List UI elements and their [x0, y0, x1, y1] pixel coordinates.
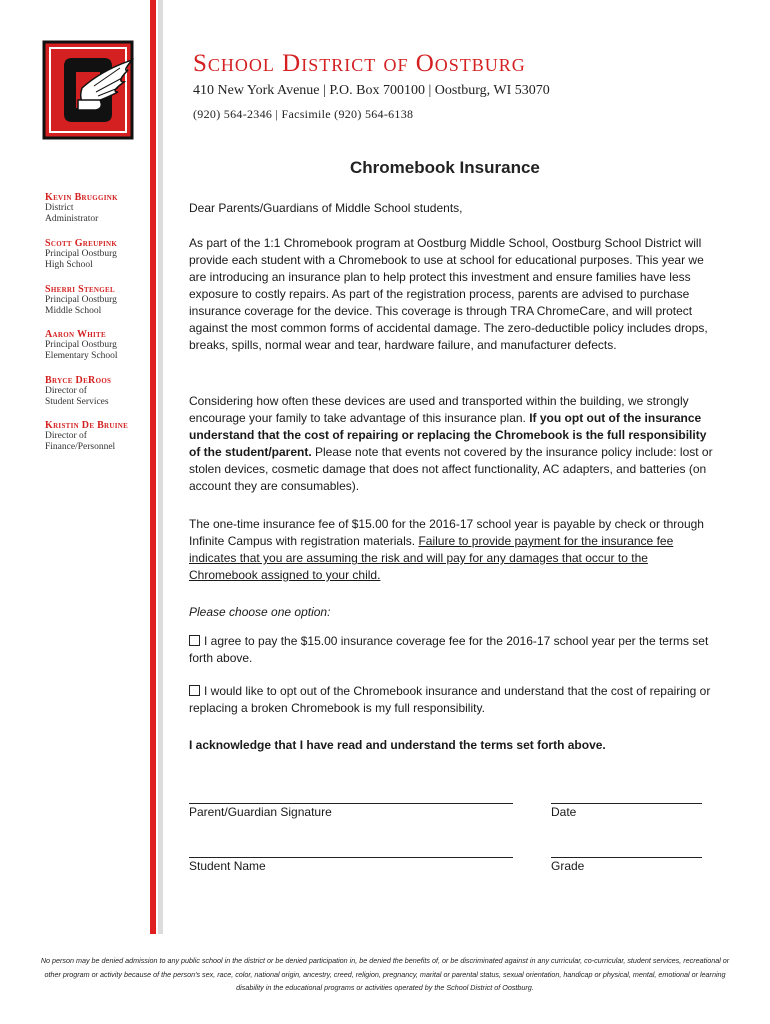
checkbox-agree[interactable] — [189, 635, 200, 646]
date-label: Date — [551, 805, 577, 819]
document-title: Chromebook Insurance — [350, 158, 540, 177]
paragraph-fee — [189, 516, 717, 584]
staff-title: Principal Oostburg — [45, 249, 117, 259]
staff-title: Elementary School — [45, 351, 118, 361]
staff-entry — [45, 421, 145, 453]
staff-name: Scott Greupink — [45, 238, 118, 249]
staff-entry — [45, 193, 145, 225]
grade-line[interactable] — [551, 857, 702, 858]
district-logo-icon — [42, 40, 134, 140]
option-agree[interactable] — [189, 633, 717, 667]
paragraph-program: As part of the 1:1 Chromebook program at Oostburg Middle School, Oostburg School District will provide each student with a Chromebook to use at school for educational purposes. This year we are introducing an insurance plan to help protect this investment and ensure families have less exposure to costly repairs. As part of the registration process, parents are advised to purchase insurance coverage for the device. This coverage is through TRA ChromeCare, and will protect against the most common forms of accidental damage. The zero-deductible policy includes drops, breaks, spills, normal wear and tear, hardware failure, and manufacturer defects. — [189, 236, 708, 352]
staff-title: Middle School — [45, 306, 102, 316]
student-name-label: Student Name — [189, 859, 266, 873]
staff-title: Director of — [45, 431, 87, 441]
staff-title: District — [45, 203, 74, 213]
grade-label: Grade — [551, 859, 585, 873]
checkbox-opt-out[interactable] — [189, 685, 200, 696]
staff-name: Kevin Bruggink — [45, 192, 118, 203]
parent-signature-label: Parent/Guardian Signature — [189, 805, 332, 819]
staff-title: Director of — [45, 386, 87, 396]
student-name-line[interactable] — [189, 857, 513, 858]
option-opt-out[interactable] — [189, 683, 717, 717]
date-line[interactable] — [551, 803, 702, 804]
acknowledgement: I acknowledge that I have read and understand the terms set forth above. — [189, 738, 606, 752]
district-address: 410 New York Avenue | P.O. Box 700100 | Oostburg, WI 53070 — [193, 83, 550, 98]
non-discrimination-footer: No person may be denied admission to any public school in the district or be denied participation in, be denied the benefits of, or be discriminated against in any curricular, co-curricular, student services, recreational or other program or activity because of the person's sex, race, color, national origin, ancestry, creed, religion, pregnancy, marital or parental status, sexual orientation, handicap or physical, mental, emotional or learning disability in the educational programs or activities operated by the School District of Oostburg. — [40, 956, 730, 992]
staff-title: Administrator — [45, 214, 99, 224]
staff-title: Finance/Personnel — [45, 442, 116, 452]
option-agree-label: I agree to pay the $15.00 insurance coverage fee for the 2016-17 school year per the terms set forth above. — [189, 634, 709, 665]
gray-vertical-rule — [158, 0, 163, 934]
staff-name: Bryce DeRoos — [45, 375, 112, 386]
paragraph-text: Please note that events not covered by the insurance policy include: lost or stolen devices, cosmetic damage that does not affect functionality, AC adapters, and batteries (on account they are consumables). — [189, 445, 713, 493]
staff-title: Principal Oostburg — [45, 340, 117, 350]
staff-name: Sherri Stengel — [45, 284, 115, 295]
staff-title: Principal Oostburg — [45, 295, 117, 305]
bold-warning: If you opt out of the insurance understand that the cost of repairing or replacing the Chromebook is the full responsibility of the student/parent. — [189, 411, 707, 459]
staff-entry — [45, 285, 145, 317]
parent-signature-line[interactable] — [189, 803, 513, 804]
staff-entry — [45, 330, 145, 362]
paragraph-text: Considering how often these devices are used and transported within the building, we strongly encourage your family to take advantage of this insurance plan. — [189, 394, 689, 425]
red-vertical-rule — [150, 0, 156, 934]
staff-name: Kristin De Bruine — [45, 420, 129, 431]
option-opt-out-label: I would like to opt out of the Chromebook insurance and understand that the cost of repairing or replacing a broken Chromebook is my full responsibility. — [189, 684, 711, 715]
paragraph-opt-out — [189, 393, 717, 495]
staff-title: Student Services — [45, 397, 109, 407]
staff-entry — [45, 376, 145, 408]
greeting: Dear Parents/Guardians of Middle School students, — [189, 201, 463, 215]
choose-option-label: Please choose one option: — [189, 605, 331, 619]
district-phone: (920) 564-2346 | Facsimile (920) 564-6138 — [193, 107, 414, 121]
staff-entry — [45, 239, 145, 271]
staff-title: High School — [45, 260, 93, 270]
paragraph-text: The one-time insurance fee of $15.00 for the 2016-17 school year is payable by check or through Infinite Campus with registration materials. — [189, 517, 704, 548]
underlined-warning: Failure to provide payment for the insurance fee indicates that you are assuming the risk and will pay for any damages that occur to the Chromebook assigned to your child. — [189, 534, 674, 582]
district-name: School District of Oostburg — [193, 50, 526, 77]
staff-name: Aaron White — [45, 329, 106, 340]
